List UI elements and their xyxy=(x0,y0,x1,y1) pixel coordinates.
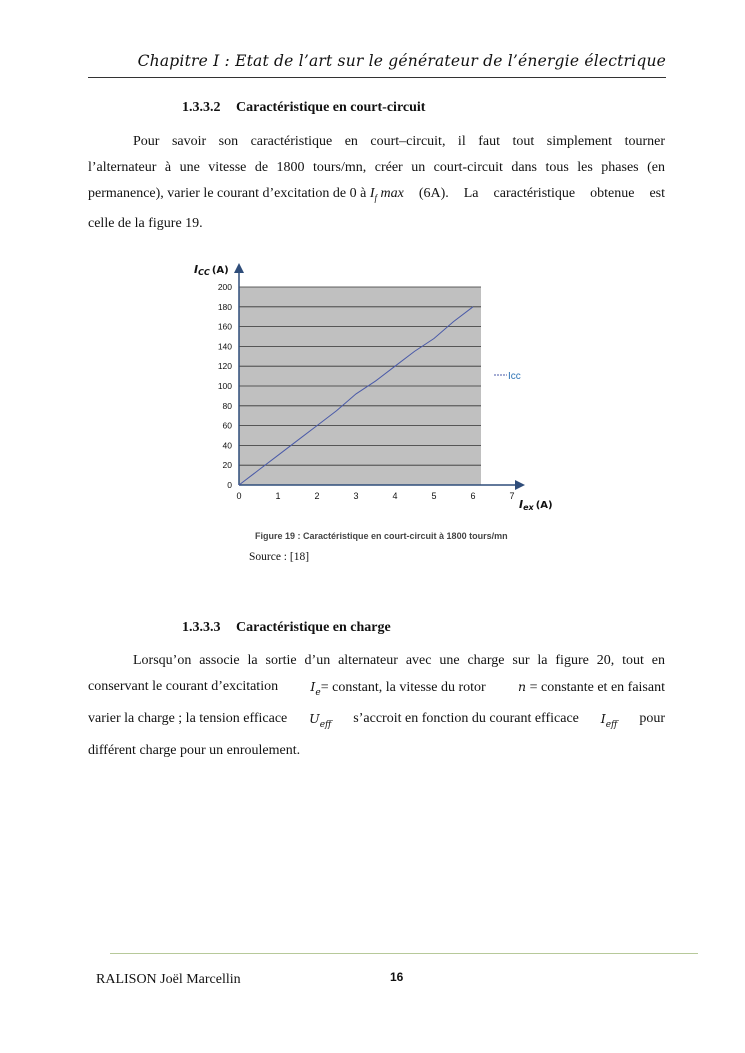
y-tick-label: 200 xyxy=(217,282,232,292)
chart-svg xyxy=(190,255,570,520)
paragraph-line xyxy=(88,181,665,211)
short-circuit-chart xyxy=(190,255,570,520)
Ieff-symbol: $I_{eff}$ xyxy=(600,710,618,730)
figure-caption: Figure 19 : Caractéristique en court-circuit à 1800 tours/mn xyxy=(255,531,508,541)
chapter-header: Chapitre I : Etat de l’art sur le générateur de l’énergie électrique xyxy=(137,52,666,70)
header-rule xyxy=(88,77,666,78)
figure-source: Source : [18] xyxy=(249,551,310,563)
y-tick-label: 20 xyxy=(222,460,232,471)
paragraph-line: Pour savoir son caractéristique en court–circuit, il faut tout simplement tourner xyxy=(133,134,665,149)
footer-author: RALISON Joël Marcellin xyxy=(96,972,241,987)
text-segment: permanence), varier le courant d’excitation de 0 à xyxy=(88,186,370,201)
text-segment: s’accroit en fonction du courant efficace xyxy=(353,710,579,726)
x-tick-label: 7 xyxy=(509,491,515,501)
text-segment: (6A). La caractéristique obtenue est xyxy=(403,186,665,201)
y-tick-label: 140 xyxy=(217,341,232,352)
paragraph-line xyxy=(88,674,665,706)
section-title: Caractéristique en charge xyxy=(236,620,391,635)
Ie-symbol: $I_e=$ constant, la vitesse du rotor xyxy=(310,679,486,698)
x-tick-label: 5 xyxy=(431,491,437,501)
x-tick-label: 2 xyxy=(314,491,320,501)
legend xyxy=(494,371,521,382)
paragraph-line xyxy=(88,706,665,738)
n-symbol: n = constante et en faisant xyxy=(518,679,665,695)
Ueff-symbol: $U_{eff}$ xyxy=(309,710,332,730)
legend-label: Icc xyxy=(508,371,521,382)
text-segment: conservant le courant d’excitation xyxy=(88,679,279,694)
x-tick-label: 0 xyxy=(236,491,242,501)
footer-rule xyxy=(110,953,698,954)
y-tick-label: 100 xyxy=(217,381,232,391)
paragraph-line: différent charge pour un enroulement. xyxy=(88,742,301,758)
x-axis-label: Iex (A) xyxy=(519,498,553,512)
x-tick-label: 3 xyxy=(353,491,359,501)
section-heading-load xyxy=(182,620,391,636)
paragraph-line: celle de la figure 19. xyxy=(88,215,203,231)
y-tick-label: 40 xyxy=(222,440,232,451)
x-tick-label: 6 xyxy=(470,491,476,501)
y-tick-label: 0 xyxy=(227,480,232,490)
If-symbol: $I_f$ max xyxy=(369,186,404,203)
y-tick-label: 80 xyxy=(222,400,232,411)
y-tick-label: 120 xyxy=(217,361,232,372)
paragraph-line: l’alternateur à une vitesse de 1800 tours/mn, créer un court-circuit dans tous les phases (en xyxy=(88,160,665,175)
y-axis-arrow-icon xyxy=(234,263,244,273)
section-number: 1.3.3.3 xyxy=(182,620,221,635)
x-tick-labels xyxy=(236,491,514,501)
x-axis-arrow-icon xyxy=(515,480,525,490)
paragraph-short-circuit xyxy=(88,129,665,237)
paragraph-load xyxy=(88,648,665,764)
x-tick-label: 4 xyxy=(392,491,398,501)
y-tick-labels xyxy=(218,282,232,490)
y-tick-label: 160 xyxy=(217,321,232,332)
page-number: 16 xyxy=(390,970,404,984)
y-tick-label: 60 xyxy=(222,420,232,431)
section-heading-short-circuit xyxy=(182,100,425,116)
text-segment: pour xyxy=(639,710,665,726)
section-number: 1.3.3.2 xyxy=(182,100,221,115)
y-tick-label: 180 xyxy=(217,301,232,312)
x-tick-label: 1 xyxy=(275,491,281,501)
y-axis-label: ICC (A) xyxy=(194,263,229,277)
text-segment: varier la charge ; la tension efficace xyxy=(88,710,288,726)
section-title: Caractéristique en court-circuit xyxy=(236,100,426,115)
paragraph-line: Lorsqu’on associe la sortie d’un alternateur avec une charge sur la figure 20, tout en xyxy=(133,653,665,668)
